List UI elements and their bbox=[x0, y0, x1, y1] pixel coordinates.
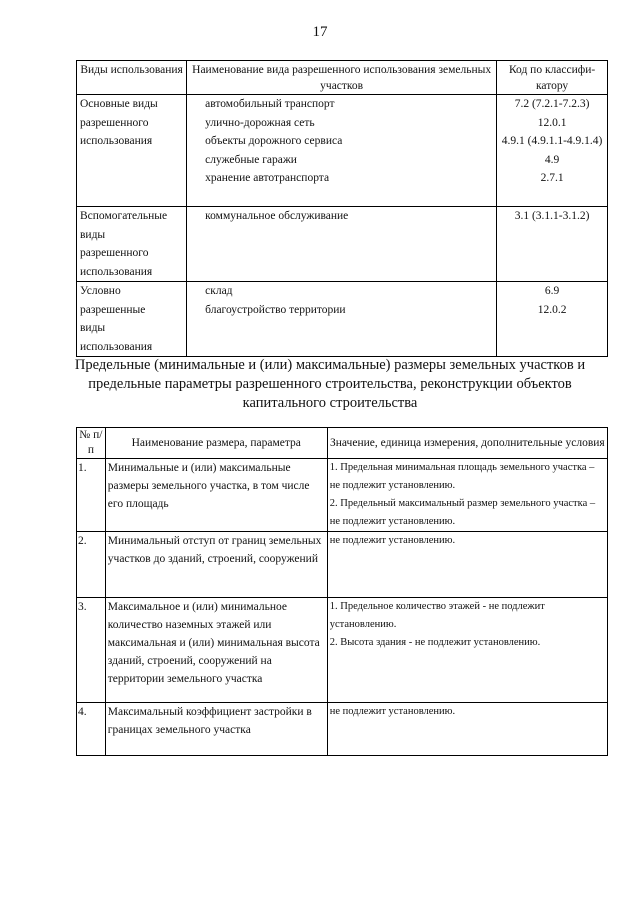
row-number: 3. bbox=[77, 598, 106, 703]
group-main-uses bbox=[77, 95, 608, 207]
header-use-types: Виды использования bbox=[77, 61, 187, 95]
parameters-table bbox=[76, 427, 608, 756]
page-number: 17 bbox=[312, 24, 328, 40]
group-label: Условно разрешенные виды использования bbox=[77, 282, 187, 357]
row-number: 2. bbox=[77, 532, 106, 598]
table-row bbox=[77, 703, 608, 756]
table-row bbox=[77, 598, 608, 703]
section-heading: Предельные (минимальные и (или) максимальные) размеры земельных участков и предельные параметры разрешенного строительства, реконструкции объектов капитального строительства bbox=[74, 357, 586, 411]
row-value: не подлежит установлению. bbox=[327, 532, 607, 598]
land-use-table bbox=[76, 60, 608, 357]
use-names: автомобильный транспорт улично-дорожная сеть объекты дорожного сервиса служебные гаражи хранение автотранспорта bbox=[187, 95, 497, 207]
use-codes: 3.1 (3.1.1-3.1.2) bbox=[497, 207, 608, 282]
row-parameter: Максимальное и (или) минимальное количество наземных этажей или максимальная и (или) минимальная высота зданий, строений, сооружений на территории земельного участка bbox=[105, 598, 327, 703]
row-value: 1. Предельная минимальная площадь земельного участка – не подлежит установлению. 2. Предельный максимальный размер земельного участка – не подлежит установлению. bbox=[327, 459, 607, 532]
row-parameter: Минимальные и (или) максимальные размеры земельного участка, в том числе его площадь bbox=[105, 459, 327, 532]
header-value: Значение, единица измерения, дополнительные условия bbox=[327, 428, 607, 459]
row-parameter: Максимальный коэффициент застройки в границах земельного участка bbox=[105, 703, 327, 756]
header-use-name: Наименование вида разрешенного использования земельных участков bbox=[187, 61, 497, 95]
row-value: 1. Предельное количество этажей - не подлежит установлению. 2. Высота здания - не подлежит установлению. bbox=[327, 598, 607, 703]
use-names: коммунальное обслуживание bbox=[187, 207, 497, 282]
row-parameter: Минимальный отступ от границ земельных участков до зданий, строений, сооружений bbox=[105, 532, 327, 598]
header-classifier-code: Код по классифи-катору bbox=[497, 61, 608, 95]
header-number: № п/п bbox=[77, 428, 106, 459]
table-row bbox=[77, 532, 608, 598]
row-value: не подлежит установлению. bbox=[327, 703, 607, 756]
table-header-row bbox=[77, 61, 608, 95]
table-row bbox=[77, 459, 608, 532]
group-label: Основные виды разрешенного использования bbox=[77, 95, 187, 207]
header-parameter: Наименование размера, параметра bbox=[105, 428, 327, 459]
table-header-row bbox=[77, 428, 608, 459]
use-codes: 7.2 (7.2.1-7.2.3) 12.0.1 4.9.1 (4.9.1.1-4.9.1.4) 4.9 2.7.1 bbox=[497, 95, 608, 207]
group-label: Вспомогательные виды разрешенного использования bbox=[77, 207, 187, 282]
use-names: склад благоустройство территории bbox=[187, 282, 497, 357]
row-number: 1. bbox=[77, 459, 106, 532]
group-conditional-uses bbox=[77, 282, 608, 357]
use-codes: 6.9 12.0.2 bbox=[497, 282, 608, 357]
row-number: 4. bbox=[77, 703, 106, 756]
group-auxiliary-uses bbox=[77, 207, 608, 282]
